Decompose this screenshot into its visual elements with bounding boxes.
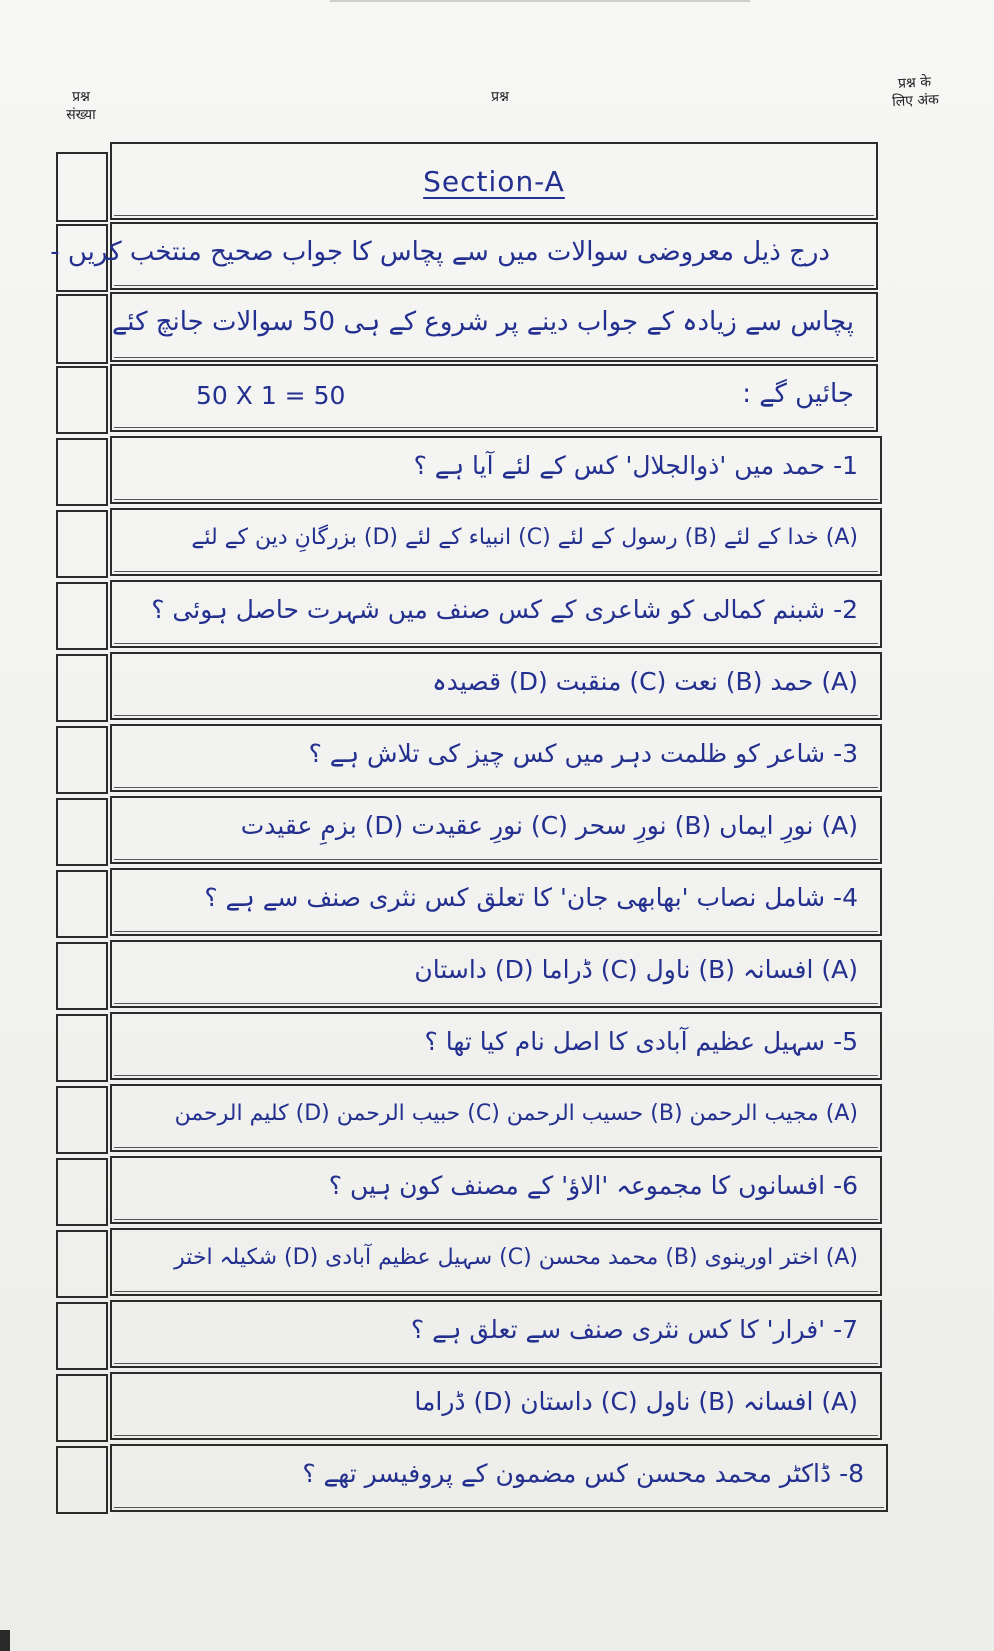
number-box — [56, 1086, 108, 1154]
question-box — [110, 1228, 882, 1296]
number-box — [56, 942, 108, 1010]
number-box — [56, 1014, 108, 1082]
number-box — [56, 582, 108, 650]
question-box — [110, 1444, 888, 1512]
number-box — [56, 726, 108, 794]
question-text: 5- سہیل عظیم آبادی کا اصل نام کیا تھا ؟ — [424, 1027, 858, 1056]
question-box — [110, 142, 878, 220]
question-box — [110, 580, 882, 648]
options-text: (A) اختر اورینوی (B) محمد محسن (C) سہیل عظیم آبادی (D) شکیلہ اختر — [174, 1245, 858, 1270]
number-box — [56, 870, 108, 938]
instruction-line-3: جائیں گے : — [742, 379, 854, 409]
header-right-line2: लिए अंक — [891, 91, 940, 111]
options-text: (A) حمد (B) نعت (C) منقبت (D) قصیدہ — [432, 667, 858, 696]
question-box — [110, 436, 882, 504]
instruction-line-2: پچاس سے زیادہ کے جواب دینے پر شروع کے ہی 50 سوالات جانچ کئے — [112, 307, 854, 337]
question-box — [110, 292, 878, 362]
options-text: (A) افسانہ (B) ناول (C) ڈراما (D) داستان — [414, 955, 858, 984]
header-left-line1: प्रश्न — [72, 89, 90, 105]
question-box — [110, 724, 882, 792]
header-marks — [879, 72, 951, 112]
options-text: (A) خدا کے لئے (B) رسول کے لئے (C) انبیاء کے لئے (D) بزرگانِ دین کے لئے — [191, 525, 858, 550]
top-edge-line — [330, 0, 750, 2]
number-box — [56, 1374, 108, 1442]
header-question: प्रश्न — [491, 89, 509, 105]
question-box — [110, 940, 882, 1008]
question-text: 1- حمد میں 'ذوالجلال' کس کے لئے آیا ہے ؟ — [413, 451, 858, 480]
number-box — [56, 1446, 108, 1514]
number-box — [56, 1158, 108, 1226]
question-box — [110, 1012, 882, 1080]
question-text: 3- شاعر کو ظلمت دہر میں کس چیز کی تلاش ہے ؟ — [308, 739, 858, 768]
question-box — [110, 1300, 882, 1368]
question-text: 7- 'فرار' کا کس نثری صنف سے تعلق ہے ؟ — [410, 1315, 858, 1344]
question-box — [50, 222, 878, 290]
number-box — [56, 798, 108, 866]
header-right-line1: प्रश्न के — [897, 74, 932, 92]
marks-formula: 50 X 1 = 50 — [196, 381, 346, 410]
number-box — [56, 438, 108, 506]
number-box — [56, 366, 108, 434]
number-box — [56, 294, 108, 364]
number-box — [56, 1230, 108, 1298]
question-box — [110, 364, 878, 432]
question-box — [110, 652, 882, 720]
number-box — [56, 510, 108, 578]
options-text: (A) نورِ ایماں (B) نورِ سحر (C) نورِ عقیدت (D) بزمِ عقیدت — [240, 811, 858, 840]
question-box — [110, 508, 882, 576]
question-text: 8- ڈاکٹر محمد محسن کس مضمون کے پروفیسر تھے ؟ — [302, 1459, 864, 1488]
number-box — [56, 1302, 108, 1370]
question-box — [110, 796, 882, 864]
number-box — [56, 152, 108, 222]
header-left-line2: संख्या — [66, 107, 96, 123]
number-box — [56, 654, 108, 722]
instruction-line-1: درج ذیل معروضی سوالات میں سے پچاس کا جواب صحیح منتخب کریں - — [50, 237, 830, 267]
question-text: 2- شبنم کمالی کو شاعری کے کس صنف میں شہرت حاصل ہوئی ؟ — [151, 595, 858, 624]
question-text: 6- افسانوں کا مجموعہ 'الاؤ' کے مصنف کون ہیں ؟ — [328, 1171, 858, 1200]
options-text: (A) افسانہ (B) ناول (C) داستان (D) ڈراما — [414, 1387, 858, 1416]
question-box — [110, 868, 882, 936]
section-title: Section-A — [423, 165, 565, 198]
question-box — [110, 1156, 882, 1224]
scan-edge-mark — [0, 1630, 10, 1651]
header-question-number — [56, 88, 106, 124]
options-text: (A) مجیب الرحمن (B) حسیب الرحمن (C) حبیب الرحمن (D) کلیم الرحمن — [174, 1101, 858, 1126]
question-text: 4- شامل نصاب 'بھابھی جان' کا تعلق کس نثری صنف سے ہے ؟ — [204, 883, 858, 912]
question-box — [110, 1372, 882, 1440]
question-box — [110, 1084, 882, 1152]
